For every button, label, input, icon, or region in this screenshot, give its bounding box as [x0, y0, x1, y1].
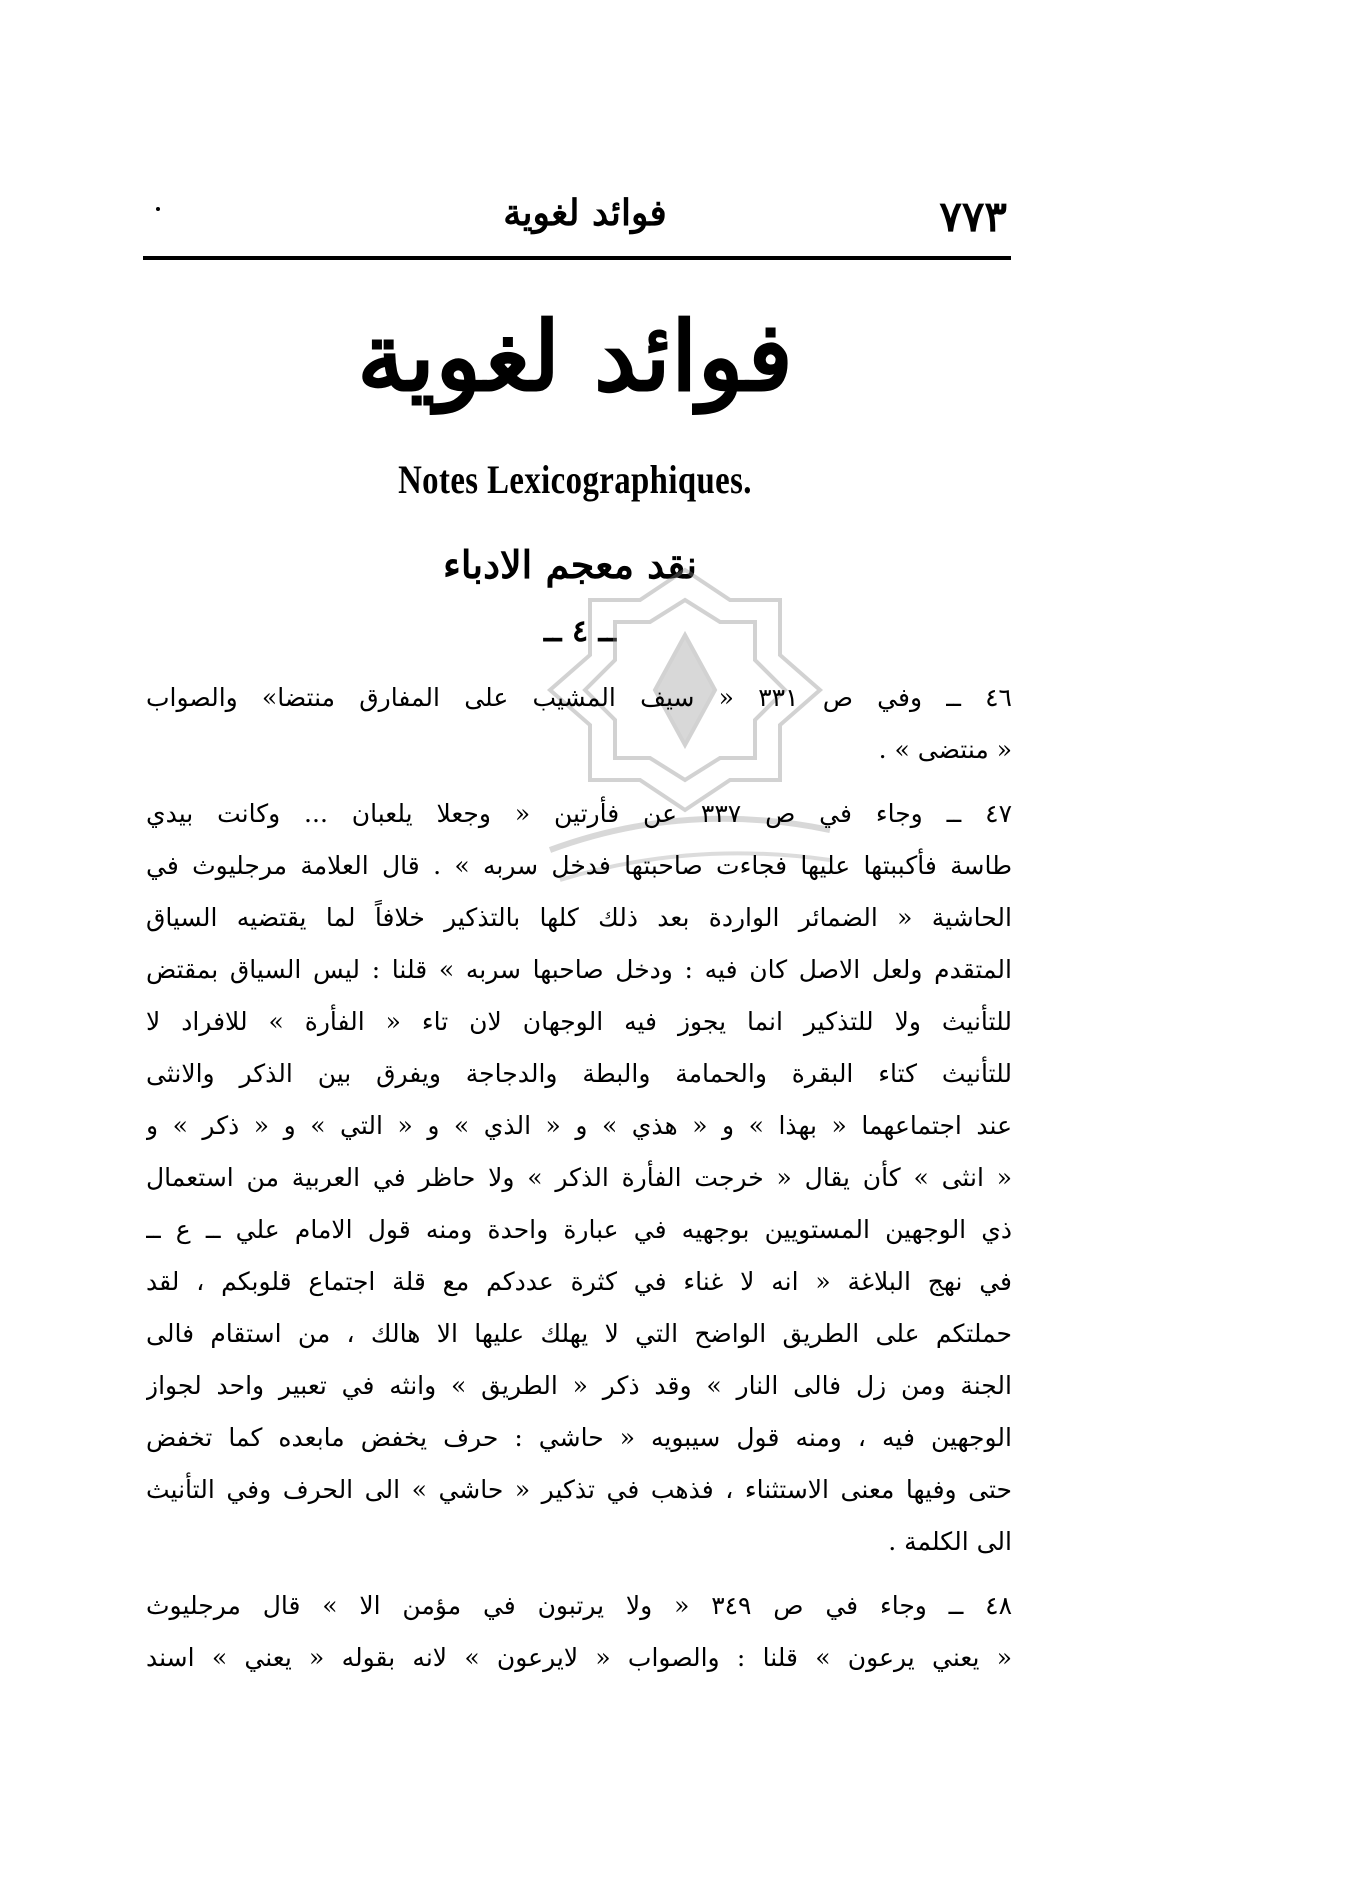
part-marker: ــ ٤ ــ [543, 614, 617, 649]
text-line: في نهج البلاغة « انه لا غناء في كثرة عددكم مع قلة اجتماع قلوبكم ، لقد [146, 1267, 1012, 1296]
text-line: عند اجتماعهما « بهذا » و « هذي » و « الذي » و « التي » و « ذكر » و [146, 1111, 1012, 1140]
entry-48 [146, 1580, 1012, 1684]
text-line: ٤٦ ــ وفي ص ٣٣١ « سيف المشيب على المفارق منتضا» والصواب [146, 683, 1012, 712]
text-line: حتى وفيها معنى الاستثناء ، فذهب في تذكير « حاشي » الى الحرف وفي التأنيث [146, 1475, 1012, 1504]
text-line: المتقدم ولعل الاصل كان فيه : ودخل صاحبها سربه » قلنا : ليس السياق بمقتض [146, 955, 1012, 984]
text-line: « منتضى » . [878, 735, 1012, 764]
text-line: للتأنيث كتاء البقرة والحمامة والبطة والدجاجة ويفرق بين الذكر والانثى [146, 1059, 1012, 1088]
running-header [145, 192, 1007, 252]
text-line: ٤٧ ــ وجاء في ص ٣٣٧ عن فأرتين « وجعلا يلعبان ... وكانت بيدي [146, 799, 1012, 828]
entry-46 [146, 672, 1012, 776]
title-calligraphy: فوائد لغوية [356, 300, 794, 413]
text-line: الحاشية « الضمائر الواردة بعد ذلك كلها بالتذكير خلافاً لما يقتضيه السياق [146, 903, 1012, 932]
text-line: طاسة فأكببتها عليها فجاءت صاحبتها فدخل سربه » . قال العلامة مرجليوث في [146, 851, 1012, 880]
text-line: الجنة ومن زل فالى النار » وقد ذكر « الطريق » وانثه في تعبير واحد لجواز [146, 1371, 1012, 1400]
french-subtitle: Notes Lexicographiques. [398, 457, 752, 502]
section-title: نقد معجم الادباء [443, 542, 697, 587]
text-line: « يعني يرعون » قلنا : والصواب « لايرعون » لانه بقوله « يعني » اسند [146, 1643, 1012, 1672]
calligraphic-title [350, 278, 800, 428]
text-line: الى الكلمة . [888, 1527, 1012, 1556]
text-line: حملتكم على الطريق الواضح التي لا يهلك عليها الا هالك ، من استقام فالى [146, 1319, 1012, 1348]
text-line: ذي الوجهين المستويين بوجهيه في عبارة واحدة ومنه قول الامام علي ــ ع ــ [146, 1215, 1012, 1244]
article-title [350, 278, 800, 428]
running-title: فوائد لغوية [503, 192, 667, 234]
text-line: « انثى » كأن يقال « خرجت الفأرة الذكر » ولا حاظر في العربية من استعمال [146, 1163, 1012, 1192]
text-line: الوجهين فيه ، ومنه قول سيبويه « حاشي : حرف يخفض مابعده كما تخفض [146, 1423, 1012, 1452]
text-line: ٤٨ ــ وجاء في ص ٣٤٩ « ولا يرتبون في مؤمن الا » قال مرجليوث [146, 1591, 1012, 1620]
page-number: ٧٧٣ [939, 192, 1007, 241]
entry-47 [146, 788, 1012, 1568]
body-text [146, 672, 1012, 1696]
text-line: للتأنيث ولا للتذكير انما يجوز فيه الوجهان لان تاء « الفأرة » للافراد لا [146, 1007, 1012, 1036]
header-rule [143, 256, 1011, 260]
